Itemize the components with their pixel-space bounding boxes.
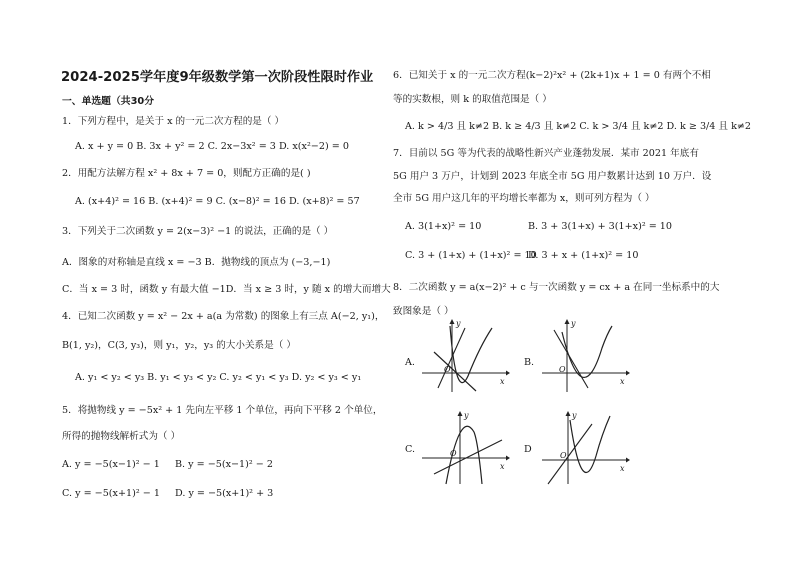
q8-b-x-label: x — [620, 377, 625, 386]
q7-option-c: C. 3 + (1+x) + (1+x)² = 10 — [405, 250, 537, 261]
q8-d-origin: O — [560, 451, 567, 460]
q5-option-a: A. y = −5(x−1)² − 1 — [62, 459, 160, 470]
q4-stem-2: B(1, y₂)，C(3, y₃)，则 y₁，y₂，y₃ 的大小关系是（ ） — [62, 340, 296, 351]
q6-options: A. k > 4/3 且 k≠2 B. k ≥ 4/3 且 k≠2 C. k > 3/4 且 k≠2 D. k ≥ 3/4 且 k≠2 — [405, 121, 752, 132]
q7-stem-2: 5G 用户 3 万户，计划到 2023 年底全市 5G 用户数累计达到 10 万户．设 — [393, 171, 712, 182]
q8-graph-c — [420, 410, 510, 485]
q3-option-ab: A．图象的对称轴是直线 x = −3 B．抛物线的顶点为 (−3,−1) — [62, 257, 331, 268]
q7-option-a: A. 3(1+x)² = 10 — [405, 221, 482, 232]
q8-graph-a — [420, 318, 510, 393]
q8-c-origin: O — [450, 449, 457, 458]
q8-a-origin: O — [444, 365, 451, 374]
q7-stem-1: 7．目前以 5G 等为代表的战略性新兴产业蓬勃发展．某市 2021 年底有 — [393, 148, 699, 159]
q6-stem-1: 6．已知关于 x 的一元二次方程(k−2)²x² + (2k+1)x + 1 = 0 有两个不相 — [393, 70, 711, 81]
section-heading: 一、单选题（共30分 — [62, 96, 155, 107]
q5-option-b: B. y = −5(x−1)² − 2 — [175, 459, 273, 470]
q7-option-d: D. 3 + x + (1+x)² = 10 — [528, 250, 639, 261]
q1-options: A. x + y = 0 B. 3x + y² = 2 C. 2x−3x² = 3 D. x(x²−2) = 0 — [75, 141, 349, 152]
q8-label-c: C. — [405, 444, 416, 455]
q8-c-y-label: y — [464, 411, 469, 420]
q2-options: A. (x+4)² = 16 B. (x+4)² = 9 C. (x−8)² = 16 D. (x+8)² = 57 — [75, 196, 360, 207]
q8-b-origin: O — [559, 365, 566, 374]
q3-stem: 3．下列关于二次函数 y = 2(x−3)² −1 的说法，正确的是（ ） — [62, 226, 334, 237]
q4-options: A. y₁ < y₂ < y₃ B. y₁ < y₃ < y₂ C. y₂ < y₁ < y₃ D. y₂ < y₃ < y₁ — [75, 372, 362, 383]
q5-stem-1: 5．将抛物线 y = −5x² + 1 先向左平移 1 个单位，再向下平移 2 个单位， — [62, 405, 383, 416]
q5-option-d: D. y = −5(x+1)² + 3 — [175, 488, 274, 499]
q8-stem-1: 8．二次函数 y = a(x−2)² + c 与一次函数 y = cx + a 在同一坐标系中的大 — [393, 282, 720, 293]
q8-label-a: A. — [405, 357, 415, 368]
q8-d-x-label: x — [620, 464, 625, 473]
q8-c-x-label: x — [500, 462, 505, 471]
q8-stem-2: 致图象是（ ） — [393, 306, 454, 317]
q2-stem: 2．用配方法解方程 x² + 8x + 7 = 0，则配方正确的是( ) — [62, 168, 311, 179]
q4-stem-1: 4．已知二次函数 y = x² − 2x + a(a 为常数) 的图象上有三点 A(−2, y₁)， — [62, 311, 385, 322]
q8-b-y-label: y — [571, 319, 576, 328]
q8-graph-d — [540, 410, 630, 485]
q6-stem-2: 等的实数根，则 k 的取值范围是（ ） — [393, 94, 552, 105]
q1-stem: 1．下列方程中，是关于 x 的一元二次方程的是（ ） — [62, 116, 285, 127]
q5-option-c: C. y = −5(x+1)² − 1 — [62, 488, 160, 499]
q8-a-x-label: x — [500, 377, 505, 386]
q8-d-y-label: y — [572, 411, 577, 420]
q3-option-cd: C．当 x = 3 时，函数 y 有最大值 −1D．当 x ≥ 3 时，y 随 x 的增大而增大 — [62, 284, 391, 295]
q7-option-b: B. 3 + 3(1+x) + 3(1+x)² = 10 — [528, 221, 673, 232]
q7-stem-3: 全市 5G 用户这几年的平均增长率都为 x，则可列方程为（ ） — [393, 193, 655, 204]
q8-label-b: B. — [524, 357, 535, 368]
page-title: 2024-2025学年度9年级数学第一次阶段性限时作业 — [61, 70, 374, 85]
q5-stem-2: 所得的抛物线解析式为（ ） — [62, 431, 181, 442]
q8-graph-b — [540, 318, 630, 393]
q8-label-d: D — [524, 444, 532, 455]
q8-a-y-label: y — [456, 319, 461, 328]
